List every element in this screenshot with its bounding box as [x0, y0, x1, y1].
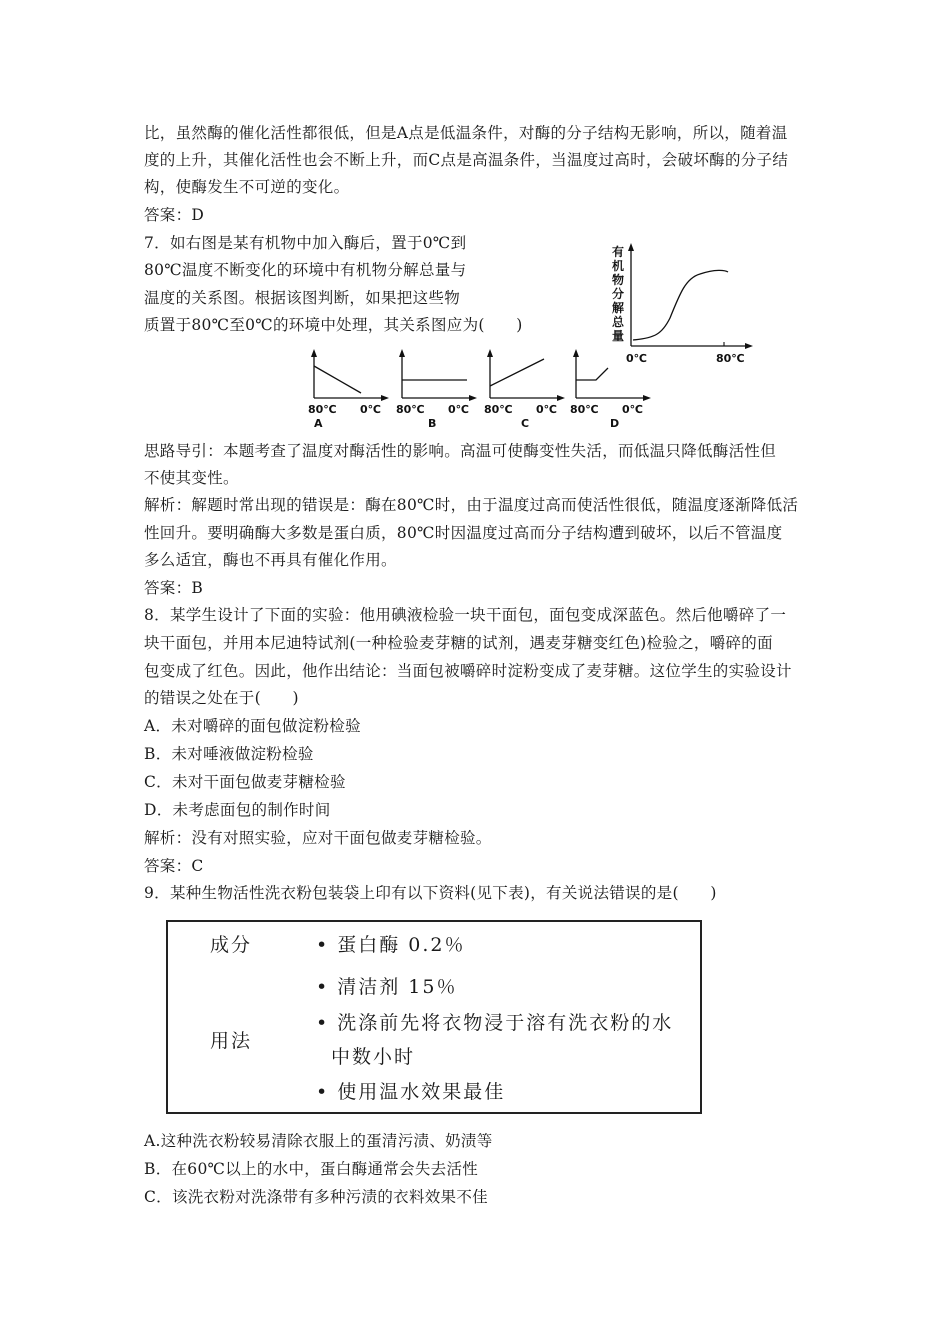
question-7-line: 80℃温度不断变化的环境中有机物分解总量与	[144, 261, 467, 279]
option-graph-c	[480, 346, 568, 432]
analysis-line: 多么适宜，酶也不再具有催化作用。	[144, 551, 397, 569]
question-7-line: 温度的关系图。根据该图判断，如果把这些物	[144, 289, 461, 307]
option-graph-b	[392, 346, 480, 432]
paragraph-line: 比，虽然酶的催化活性都很低，但是A点是低温条件，对酶的分子结构无影响，所以，随着温	[144, 124, 788, 142]
option-label: B	[428, 417, 437, 430]
option-line: C．该洗衣粉对洗涤带有多种污渍的衣料效果不佳	[144, 1188, 488, 1206]
option-label: A	[314, 417, 323, 430]
ylabel-char: 分	[612, 287, 625, 301]
option-a-line	[314, 366, 361, 393]
option-line: D．未考虑面包的制作时间	[144, 801, 331, 819]
x-right-label: 0℃	[536, 403, 557, 416]
paragraph-line: 度的上升，其催化活性也会不断上升，而C点是高温条件，当温度过高时，会破坏酶的分子结	[144, 151, 789, 169]
product-info-table	[166, 920, 702, 1114]
main-graph-ylabel	[612, 244, 625, 343]
answer-line: 答案：C	[144, 857, 204, 875]
ylabel-char: 总	[612, 315, 625, 329]
ylabel-char: 物	[612, 273, 625, 287]
decomposition-curve	[633, 270, 728, 340]
option-line: B．在60℃以上的水中，蛋白酶通常会失去活性	[144, 1160, 479, 1178]
x-right-label: 0℃	[360, 403, 381, 416]
question-7-line: 质置于80℃至0℃的环境中处理，其关系图应为( )	[144, 316, 523, 334]
question-8-line: 块干面包，并用本尼迪特试剂(一种检验麦芽糖的试剂，遇麦芽糖变红色)检验之，嚼碎的面	[144, 634, 773, 652]
paragraph-line: 构，使酶发生不可逆的变化。	[144, 178, 350, 196]
question-8-line: 包变成了红色。因此，他作出结论：当面包被嚼碎时淀粉变成了麦芽糖。这位学生的实验设计	[144, 662, 792, 680]
analysis-line: 解析：没有对照实验，应对干面包做麦芽糖检验。	[144, 829, 492, 847]
table-item: • 洗涤前先将衣物浸于溶有洗衣粉的水	[316, 1012, 674, 1034]
x-left-label: 80℃	[396, 403, 425, 416]
guide-line: 不使其变性。	[144, 469, 239, 487]
analysis-line: 解析：解题时常出现的错误是：酶在80℃时，由于温度过高而使活性很低，随温度逐渐降低活	[144, 496, 799, 514]
option-line: B．未对唾液做淀粉检验	[144, 745, 314, 763]
x-start-label: 0℃	[626, 352, 647, 365]
option-graph-a	[304, 346, 392, 432]
option-line: A．未对嚼碎的面包做淀粉检验	[144, 717, 361, 735]
option-label: C	[521, 417, 530, 430]
x-right-label: 0℃	[622, 403, 643, 416]
answer-line: 答案：B	[144, 579, 204, 597]
x-axis-arrow	[745, 343, 753, 349]
option-d-line	[576, 368, 608, 380]
option-c-line	[490, 359, 544, 386]
ylabel-char: 量	[612, 329, 625, 343]
ylabel-char: 有	[612, 245, 625, 259]
question-8-line: 的错误之处在于( )	[144, 689, 299, 707]
question-9-line: 9．某种生物活性洗衣粉包装袋上印有以下资料(见下表)，有关说法错误的是( )	[144, 884, 717, 902]
option-line: A.这种洗衣粉较易清除衣服上的蛋清污渍、奶渍等	[144, 1132, 493, 1150]
table-item: 中数小时	[331, 1046, 416, 1068]
x-left-label: 80℃	[484, 403, 513, 416]
ylabel-char: 解	[612, 301, 625, 315]
x-left-label: 80℃	[308, 403, 337, 416]
analysis-line: 性回升。要明确酶大多数是蛋白质，80℃时因温度过高而分子结构遭到破坏，以后不管温度	[144, 524, 783, 542]
table-item: • 使用温水效果最佳	[316, 1081, 506, 1103]
ylabel-char: 机	[612, 259, 625, 273]
table-item: • 清洁剂 15％	[316, 976, 458, 998]
option-graph-d	[566, 346, 654, 432]
question-8-line: 8．某学生设计了下面的实验：他用碘液检验一块干面包，面包变成深蓝色。然后他嚼碎了一	[144, 606, 787, 624]
table-item: • 蛋白酶 0.2％	[316, 934, 466, 956]
guide-line: 思路导引：本题考查了温度对酶活性的影响。高温可使酶变性失活，而低温只降低酶活性但	[144, 442, 777, 460]
option-line: C．未对干面包做麦芽糖检验	[144, 773, 346, 791]
table-label-ingredients: 成分	[210, 934, 253, 956]
x-end-label: 80℃	[716, 352, 745, 365]
question-7-line: 7．如右图是某有机物中加入酶后，置于0℃到	[144, 234, 467, 252]
y-axis-arrow	[628, 243, 634, 251]
x-right-label: 0℃	[448, 403, 469, 416]
option-label: D	[610, 417, 620, 430]
answer-line: 答案：D	[144, 206, 205, 224]
x-left-label: 80℃	[570, 403, 599, 416]
table-label-usage: 用法	[210, 1030, 253, 1052]
